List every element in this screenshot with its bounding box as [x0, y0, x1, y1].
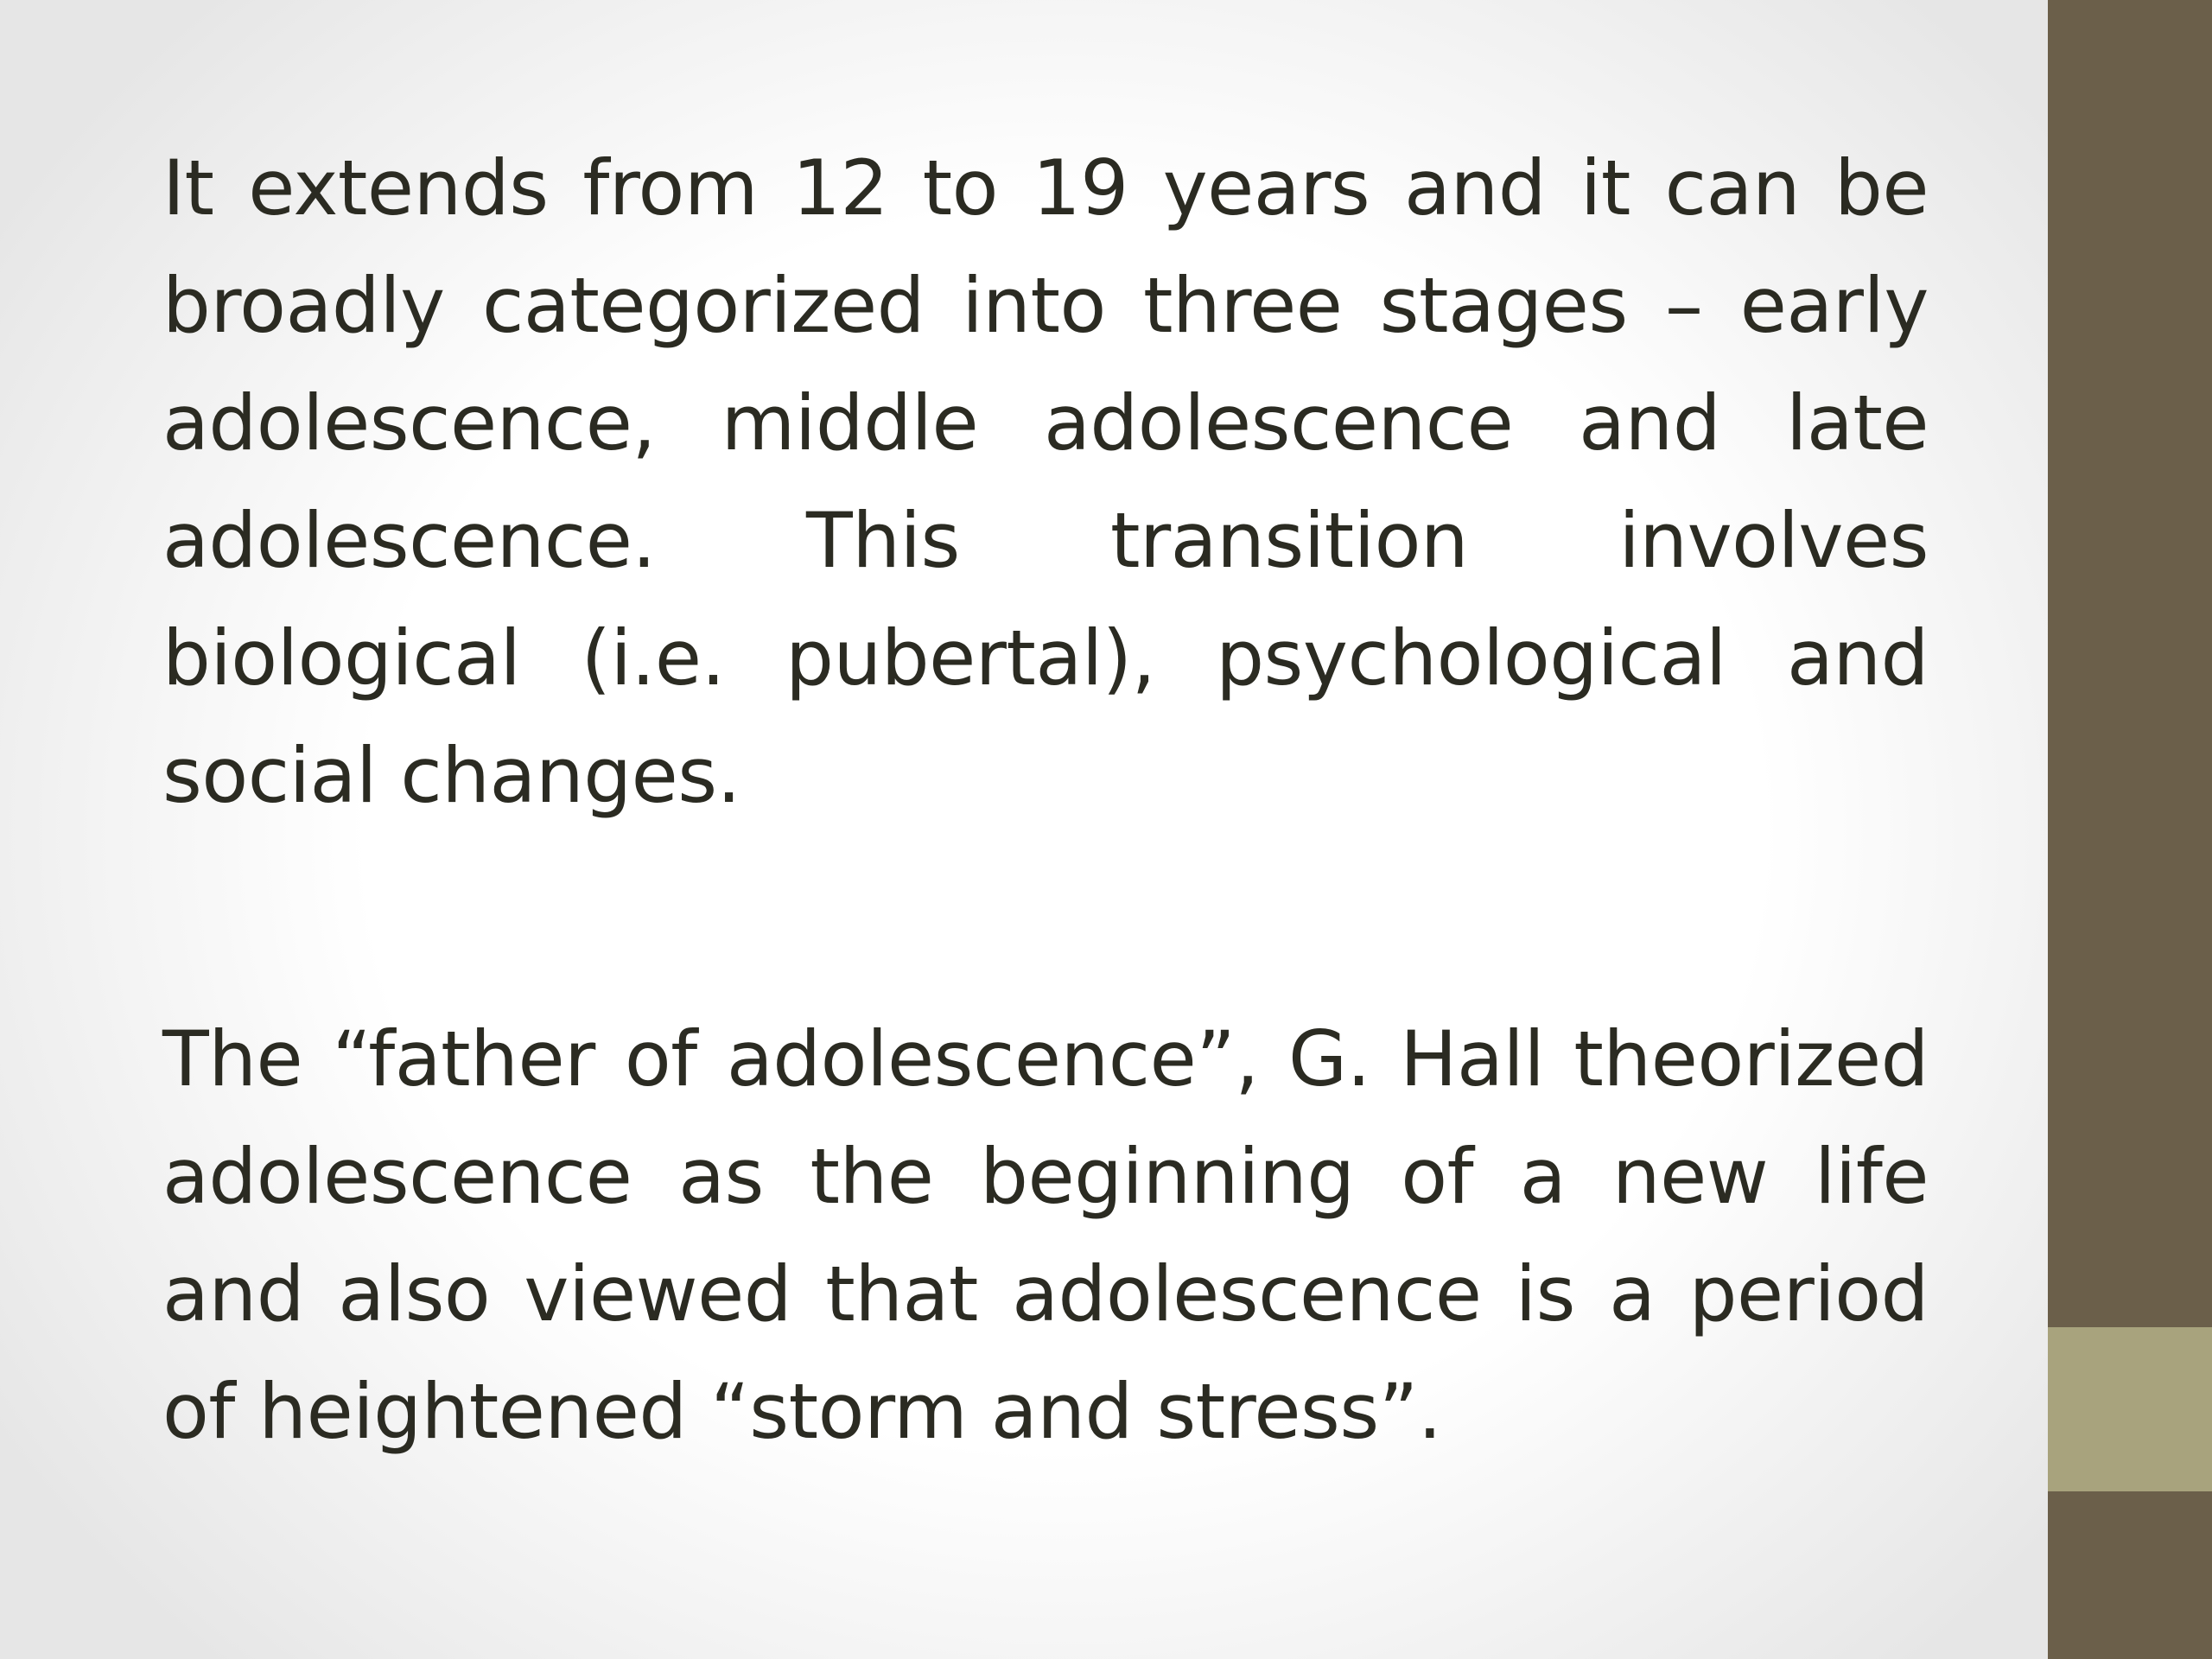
paragraph-stages: It extends from 12 to 19 years and it can be broadly categorized into three stages – early adolescence, middle adolescence and late adolescence. This transition involves biological (i.e. pubertal), psychological and social changes. — [162, 143, 1929, 820]
paragraph-hall: The “father of adolescence”, G. Hall theorized adolescence as the beginning of a new life and also viewed that adolescence is a period of heightened “storm and stress”. — [162, 1014, 1929, 1456]
slide-body — [162, 130, 1929, 1471]
decorative-sidebar — [2048, 0, 2212, 1659]
sidebar-accent-block — [2048, 1327, 2212, 1491]
